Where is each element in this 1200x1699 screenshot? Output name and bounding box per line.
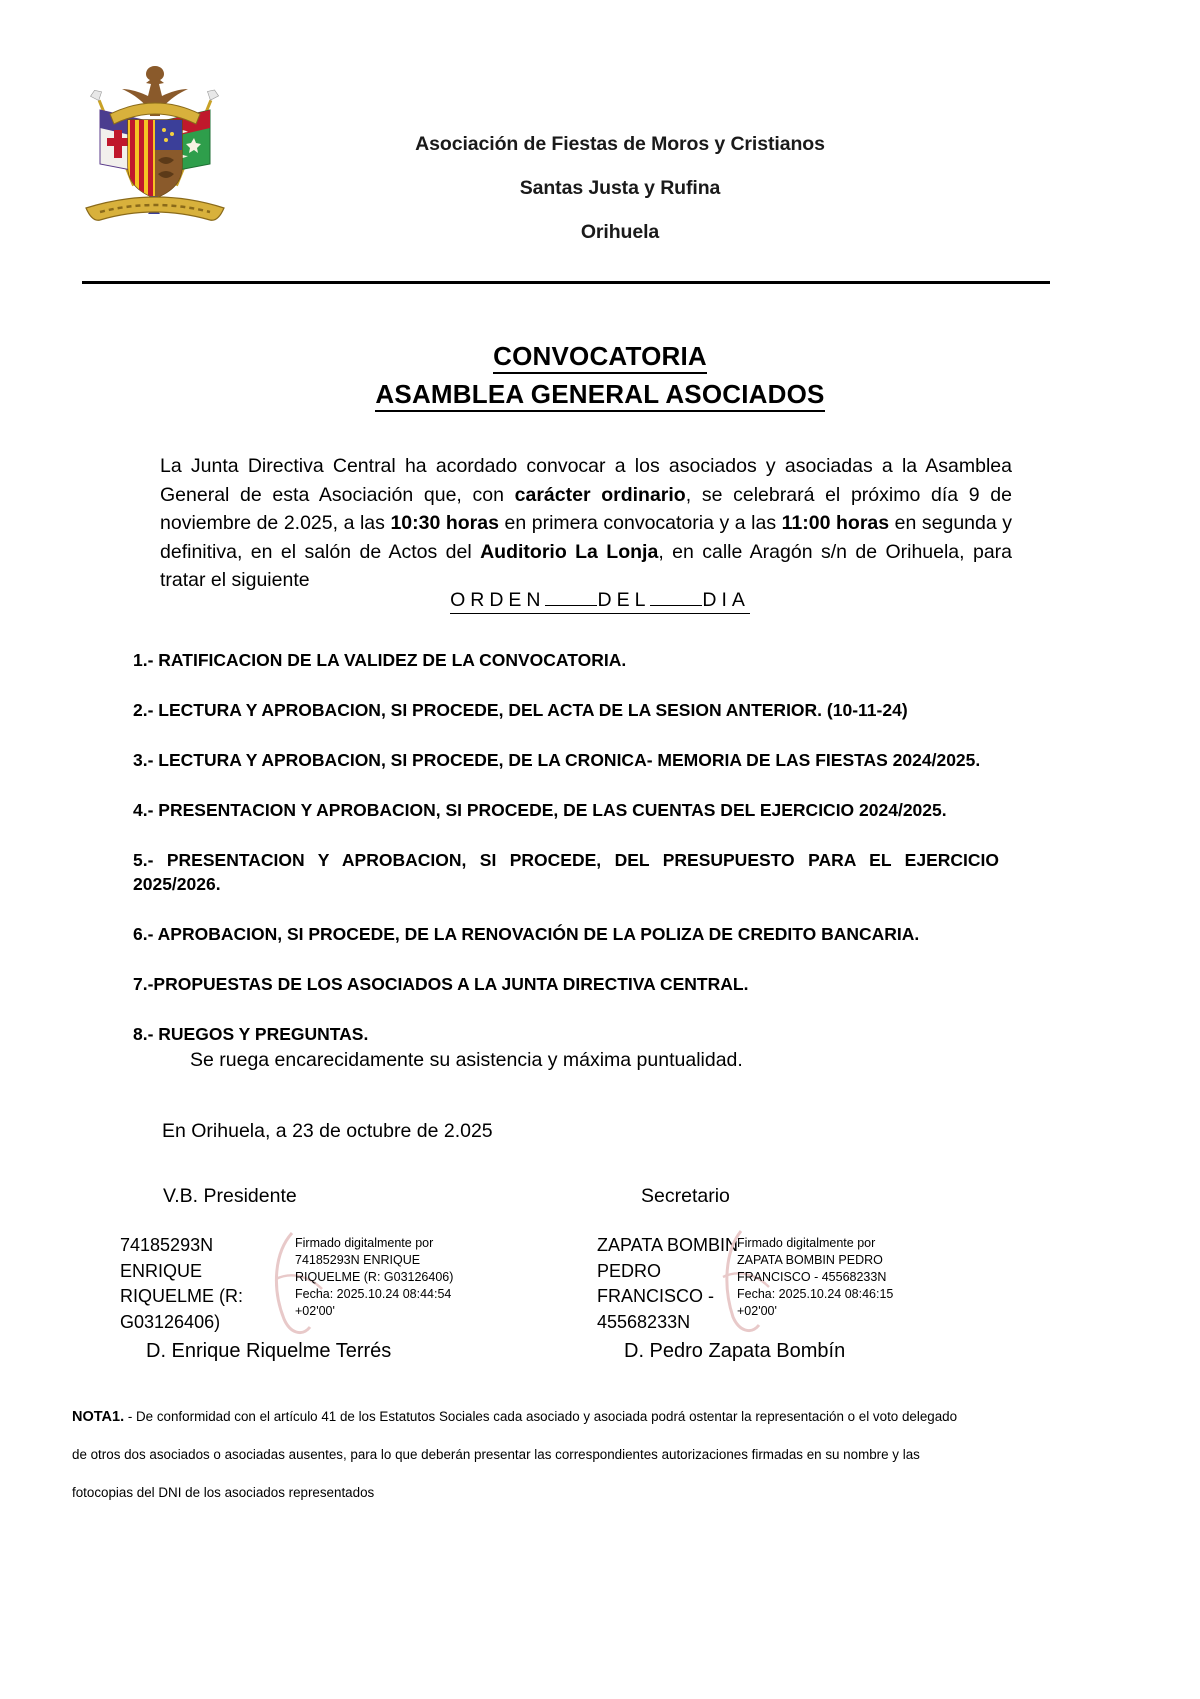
intro-part-2: , se celebrará el próximo día 9 de noviembre de 2.025, a las (160, 483, 1012, 534)
coat-of-arms-emblem-icon (60, 48, 250, 238)
intro-part-1: La Junta Directiva Central ha acordado convocar a los asociados y asociadas a la Asamblea General de esta Asociación que, con (160, 455, 1012, 506)
signature-certificate-id-president: 74185293N ENRIQUE RIQUELME (R: G03126406) (120, 1235, 244, 1332)
list-item: 1.- RATIFICACION DE LA VALIDEZ DE LA CONVOCATORIA. (133, 650, 627, 670)
intro-part-3: en primera convocatoria y a las (498, 512, 782, 534)
footer-note-label: NOTA1. (72, 1409, 125, 1425)
list-item: 2.- LECTURA Y APROBACION, SI PROCEDE, DEL ACTA DE LA SESION ANTERIOR. (10-11-24) (133, 700, 908, 720)
list-item: 8.- RUEGOS Y PREGUNTAS. (133, 1024, 369, 1044)
document-header (0, 0, 1200, 300)
list-item: 3.- LECTURA Y APROBACION, SI PROCEDE, DE LA CRONICA- MEMORIA DE LAS FIESTAS 2024/2025. (133, 750, 981, 770)
footer-note (72, 1398, 962, 1512)
place-and-date: En Orihuela, a 23 de octubre de 2.025 (162, 1120, 493, 1142)
org-line-1: Asociación de Fiestas de Moros y Cristianos (415, 133, 825, 155)
list-item: 7.-PROPUESTAS DE LOS ASOCIADOS A LA JUNTA DIRECTIVA CENTRAL. (133, 974, 749, 994)
footer-note-text: - De conformidad con el artículo 41 de los Estatutos Sociales cada asociado y asociada podrá ostentar la representación o el voto delegado de otros dos asociados o asociadas ausentes, para lo que deberán presentar las correspondientes autorizaciones firmadas en su nombre y las fotocopias del DNI de los asociados representados (72, 1409, 958, 1500)
document-title-block (0, 337, 1200, 413)
intro-part-5: , en calle Aragón s/n de Orihuela, para tratar el siguiente (160, 540, 1013, 591)
digital-signature-president (120, 1233, 490, 1338)
agenda-heading (0, 589, 1200, 612)
agenda-heading-spacer-2 (650, 603, 702, 606)
list-item: 5.- PRESENTACION Y APROBACION, SI PROCEDE, DEL PRESUPUESTO PARA EL EJERCICIO 2025/2026. (133, 850, 999, 894)
intro-bold-venue: Auditorio La Lonja (480, 540, 659, 563)
list-item: 6.- APROBACION, SI PROCEDE, DE LA RENOVACIÓN DE LA POLIZA DE CREDITO BANCARIA. (133, 924, 920, 944)
signatory-name-secretary: D. Pedro Zapata Bombín (624, 1340, 846, 1362)
agenda-heading-word-1: ORDEN (450, 589, 545, 614)
list-item: 4.- PRESENTACION Y APROBACION, SI PROCEDE, DE LAS CUENTAS DEL EJERCICIO 2024/2025. (133, 800, 947, 820)
page-subtitle (0, 375, 1200, 413)
signature-role-secretary: Secretario (641, 1185, 730, 1207)
agenda-heading-underline (450, 589, 750, 614)
intro-part-4: en segunda y definitiva, en el salón de Actos del (160, 512, 1012, 563)
digital-signature-secretary (597, 1233, 967, 1338)
intro-bold-character: carácter ordinario (514, 483, 686, 506)
organization-heading (300, 122, 940, 254)
signature-certificate-detail-president: Firmado digitalmente por 74185293N ENRIQUE RIQUELME (R: G03126406) Fecha: 2025.10.24 08:44:54 +02'00' (295, 1236, 454, 1318)
intro-bold-second-time: 11:00 horas (781, 512, 890, 534)
agenda-heading-word-3: DIA (702, 589, 750, 614)
attendance-request: Se ruega encarecidamente su asistencia y máxima puntualidad. (190, 1049, 743, 1071)
signature-certificate-id-secretary: ZAPATA BOMBIN PEDRO FRANCISCO - 45568233N (597, 1235, 739, 1332)
intro-bold-first-time: 10:30 horas (390, 512, 499, 534)
agenda-heading-word-2: DEL (597, 589, 650, 614)
agenda-heading-spacer-1 (545, 603, 597, 606)
agenda-list (133, 648, 999, 1046)
page-title (0, 337, 1200, 375)
signature-area (0, 1185, 1200, 1375)
header-divider (82, 281, 1050, 284)
org-line-2: Santas Justa y Rufina (519, 177, 721, 199)
intro-paragraph (160, 452, 1012, 595)
signatory-name-president: D. Enrique Riquelme Terrés (146, 1340, 392, 1362)
page-title-text: CONVOCATORIA (493, 341, 707, 374)
page-subtitle-text: ASAMBLEA GENERAL ASOCIADOS (375, 379, 824, 412)
signature-role-president: V.B. Presidente (163, 1185, 297, 1207)
org-line-3: Orihuela (580, 221, 660, 243)
signature-certificate-detail-secretary: Firmado digitalmente por ZAPATA BOMBIN PEDRO FRANCISCO - 45568233N Fecha: 2025.10.24 08:46:15 +02'00' (737, 1236, 894, 1318)
